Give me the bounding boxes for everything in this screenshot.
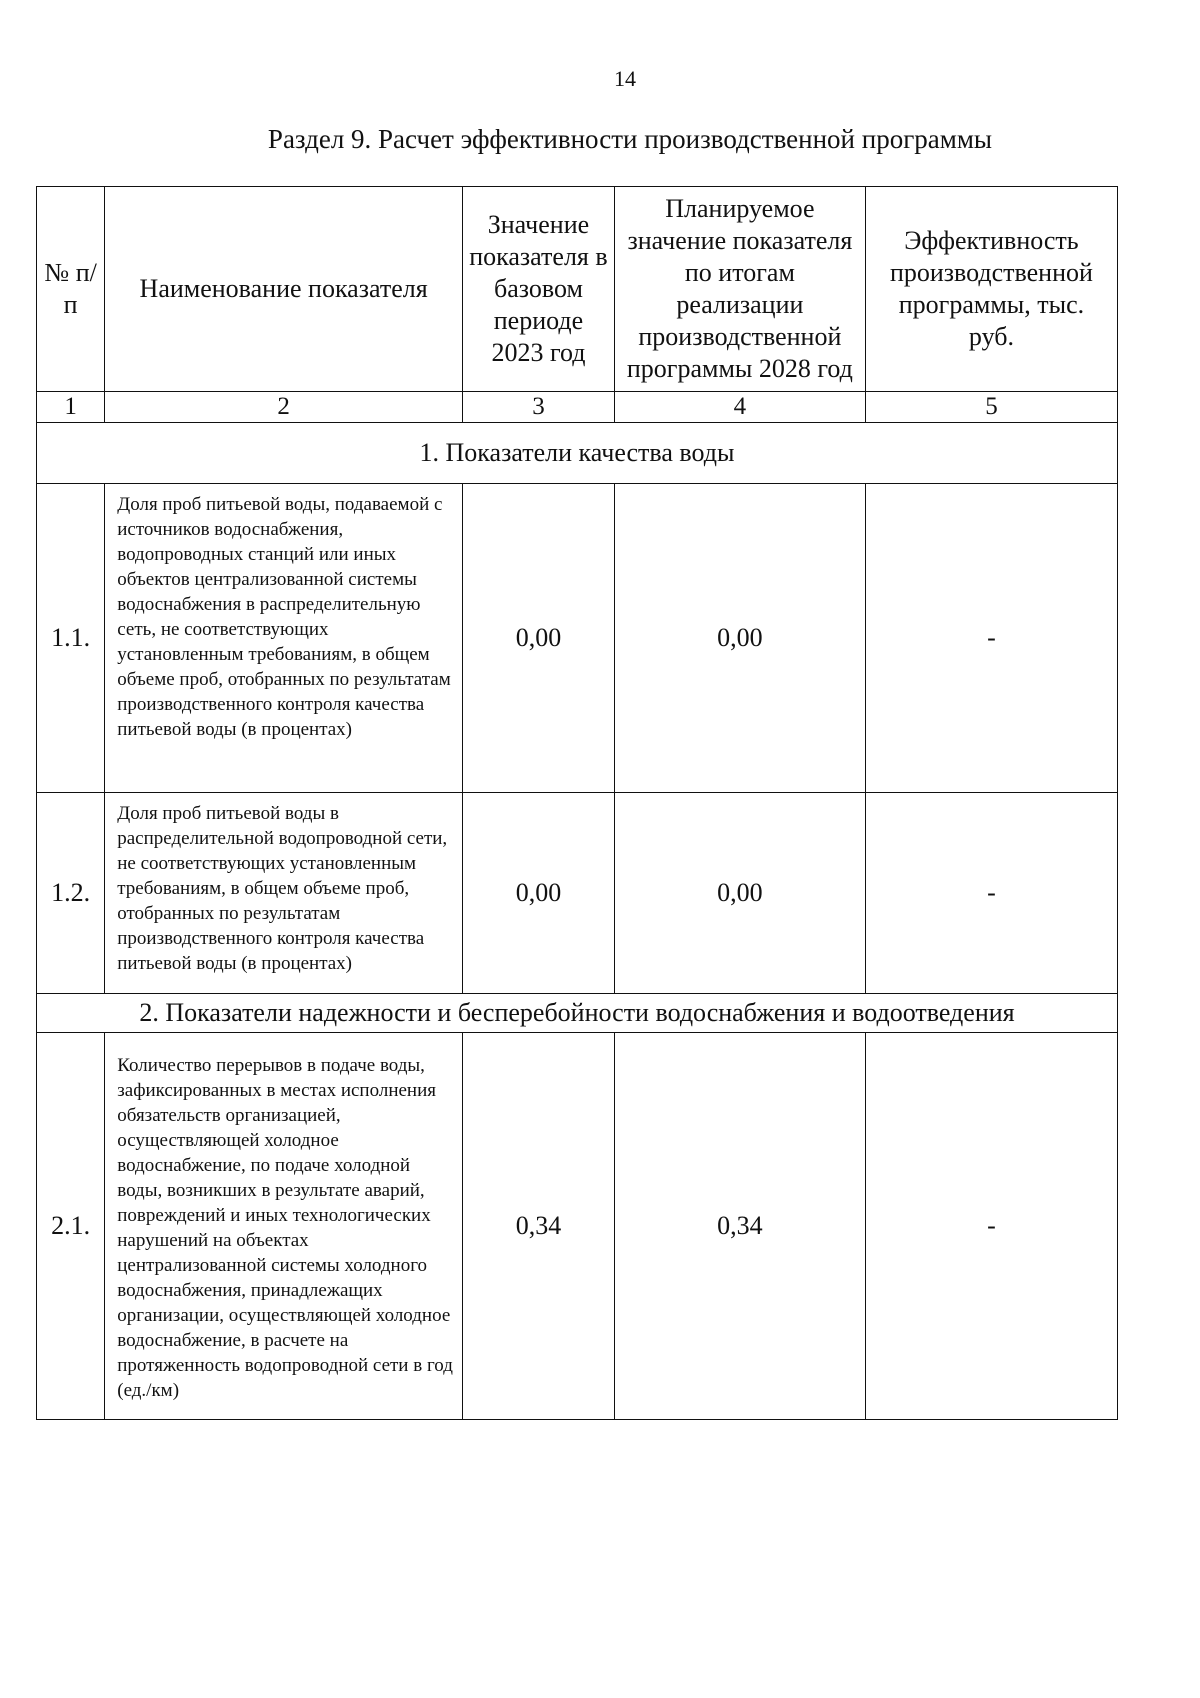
row-name: Доля проб питьевой воды в распределительной водопроводной сети, не соответствующих установленным требованиям, в общем объеме проб, отобранных по результатам производственного контроля качества питьевой воды (в процентах) [105,793,463,994]
row-base-value: 0,00 [463,793,615,994]
page-number: 14 [614,66,636,91]
header-base-value: Значение показателя в базовом периоде 2023 год [463,187,615,392]
row-index: 1.2. [37,793,105,994]
column-number: 5 [865,392,1117,423]
header-efficiency: Эффективность производственной программы, тыс. руб. [865,187,1117,392]
table-row [37,793,1118,994]
row-index: 2.1. [37,1033,105,1420]
column-number-row [37,392,1118,423]
group-title: 2. Показатели надежности и бесперебойности водоснабжения и водоотведения [37,994,1118,1033]
row-name: Доля проб питьевой воды, подаваемой с источников водоснабжения, водопроводных станций или иных объектов централизованной системы водоснабжения в распределительную сеть, не соответствующих установленным требованиям, в общем объеме проб, отобранных по результатам производственного контроля качества питьевой воды (в процентах) [105,484,463,793]
section-title: Раздел 9. Расчет эффективности производственной программы [267,124,993,154]
group-row [37,423,1118,484]
table-row [37,484,1118,793]
row-efficiency: - [865,484,1117,793]
row-base-value: 0,00 [463,484,615,793]
table-row [37,1033,1118,1420]
row-base-value: 0,34 [463,1033,615,1420]
efficiency-table [36,186,1118,1420]
column-number: 3 [463,392,615,423]
row-name: Количество перерывов в подаче воды, зафиксированных в местах исполнения обязательств организацией, осуществляющей холодное водоснабжение, по подаче холодной воды, возникших в результате аварий, повреждений и иных технологических нарушений на объектах централизованной системы холодного водоснабжения, принадлежащих организации, осуществляющей холодное водоснабжение, в расчете на протяженность водопроводной сети в год (ед./км) [105,1033,463,1420]
header-planned-value: Планируемое значение показателя по итогам реализации производственной программы 2028 год [614,187,865,392]
column-number: 1 [37,392,105,423]
row-efficiency: - [865,1033,1117,1420]
row-planned-value: 0,00 [614,484,865,793]
row-efficiency: - [865,793,1117,994]
column-number: 2 [105,392,463,423]
header-index: № п/п [37,187,105,392]
group-title: 1. Показатели качества воды [37,423,1118,484]
header-name: Наименование показателя [105,187,463,392]
column-number: 4 [614,392,865,423]
row-planned-value: 0,00 [614,793,865,994]
row-index: 1.1. [37,484,105,793]
table-header-row [37,187,1118,392]
group-row [37,994,1118,1033]
row-planned-value: 0,34 [614,1033,865,1420]
